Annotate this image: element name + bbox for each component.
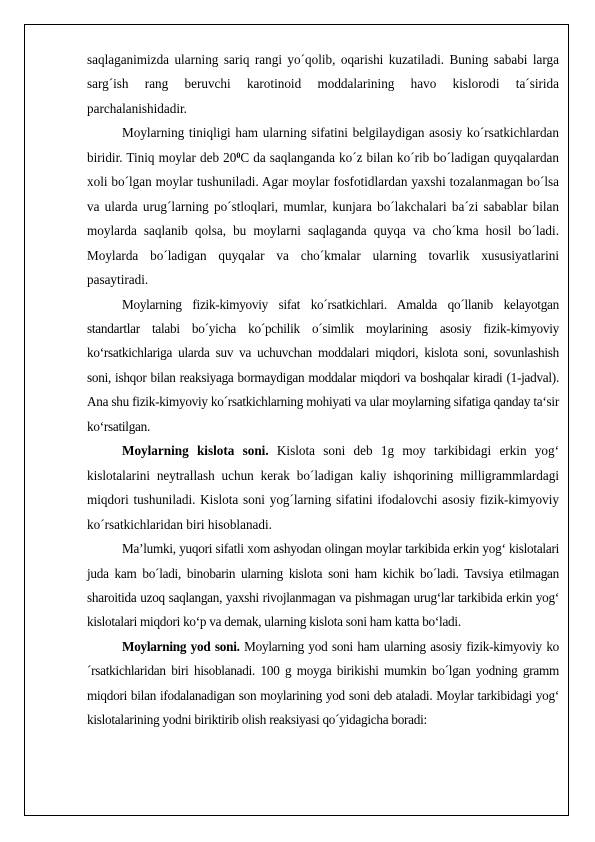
section-heading-iodine-number: Moylarning yod soni. (122, 638, 240, 654)
paragraph-clarity (87, 121, 559, 292)
paragraph-physicochemical (87, 293, 559, 440)
paragraph-text: Kislota soni deb 1g moy tarkibidagi erkin yog‘ kislotalarini neytrallash uchun kerak bo´ladigan kaliy ishqorining milligrammlardagi miqdori tushuniladi. Kislota soni yog´larning sifatini ifodalovchi asosiy fizik-kimyoviy ko´rsatkichlaridan biri hisoblanadi. (87, 443, 559, 532)
paragraph-free-fatty-acids (87, 537, 559, 635)
paragraph-text: Moylarning yod soni ham ularning asosiy fizik-kimyoviy ko´rsatkichlaridan biri hisoblanadi. 100 g moyga birikishi mumkin bo´lgan yodning gramm miqdori bilan ifodalanadigan son moylarining yod soni deb ataladi. Moylar tarkibidagi yog‘ kislotalarining yodni biriktirib olish reaksiyasi qo´yidagicha boradi: (87, 638, 560, 728)
paragraph-acid-number (87, 439, 559, 537)
paragraph-text: Moylarning tiniqligi ham ularning sifatini belgilaydigan asosiy ko´rsatkichlardan biridir. Tiniq moylar deb 20 (87, 125, 559, 165)
paragraph-text: C da saqlanganda ko´z bilan ko´rib bo´ladigan quyqalardan xoli bo´lgan moylar tushuniladi. Agar moylar fosfotidlardan yaxshi tozalanmagan bo´lsa va ularda urug´larning po´stloqlari, mumlar, kunjara bo´lakchalari ba´zi sabablar bilan moylarda saqlanib qolsa, bu moylarni saqlaganda quyqa va cho´kma hosil bo´ladi. Moylarda bo´ladigan quyqalar va cho´kmalar ularning tovarlik xususiyatlarini pasaytiradi. (87, 149, 559, 288)
paragraph-text: saqlaganimizda ularning sariq rangi yo´qolib, oqarishi kuzatiladi. Buning sababi larga sarg´ish rang beruvchi karotinoid moddalarining havo kislorodi ta´sirida parchalanishidadir. (87, 52, 559, 116)
paragraph-text: Ma’lumki, yuqori sifatli xom ashyodan olingan moylar tarkibida erkin yog‘ kislotalari juda kam bo´ladi, binobarin ularning kislota soni ham kichik bo´ladi. Tavsiya etilmagan sharoitida uzoq saqlangan, yaxshi rivojlanmagan va pishmagan urug‘lar tarkibida erkin yog‘ kislotalari miqdori ko‘p va demak, ularning kislota soni ham katta bo‘ladi. (87, 541, 559, 630)
paragraph-text: Moylarning fizik-kimyoviy sifat ko´rsatkichlari. Amalda qo´llanib kelayotgan standartlar talabi bo´yicha ko´pchilik o´simlik moylarining asosiy fizik-kimyoviy ko‘rsatkichlariga ularda suv va uchuvchan moddalari miqdori, kislota soni, sovunlashish soni, ishqor bilan reaksiyaga bormaydigan moddalar miqdori va boshqalar kiradi (1-jadval). Ana shu fizik-kimyoviy ko´rsatkichlarning mohiyati va ular moylarning sifatiga qanday ta‘sir ko‘rsatilgan. (87, 296, 559, 434)
degree-superscript: 0 (236, 150, 241, 160)
section-heading-acid-number: Moylarning kislota soni. (122, 443, 269, 459)
document-body (87, 48, 559, 733)
paragraph-iodine-number (87, 635, 559, 733)
paragraph-carotenoid (87, 48, 559, 121)
